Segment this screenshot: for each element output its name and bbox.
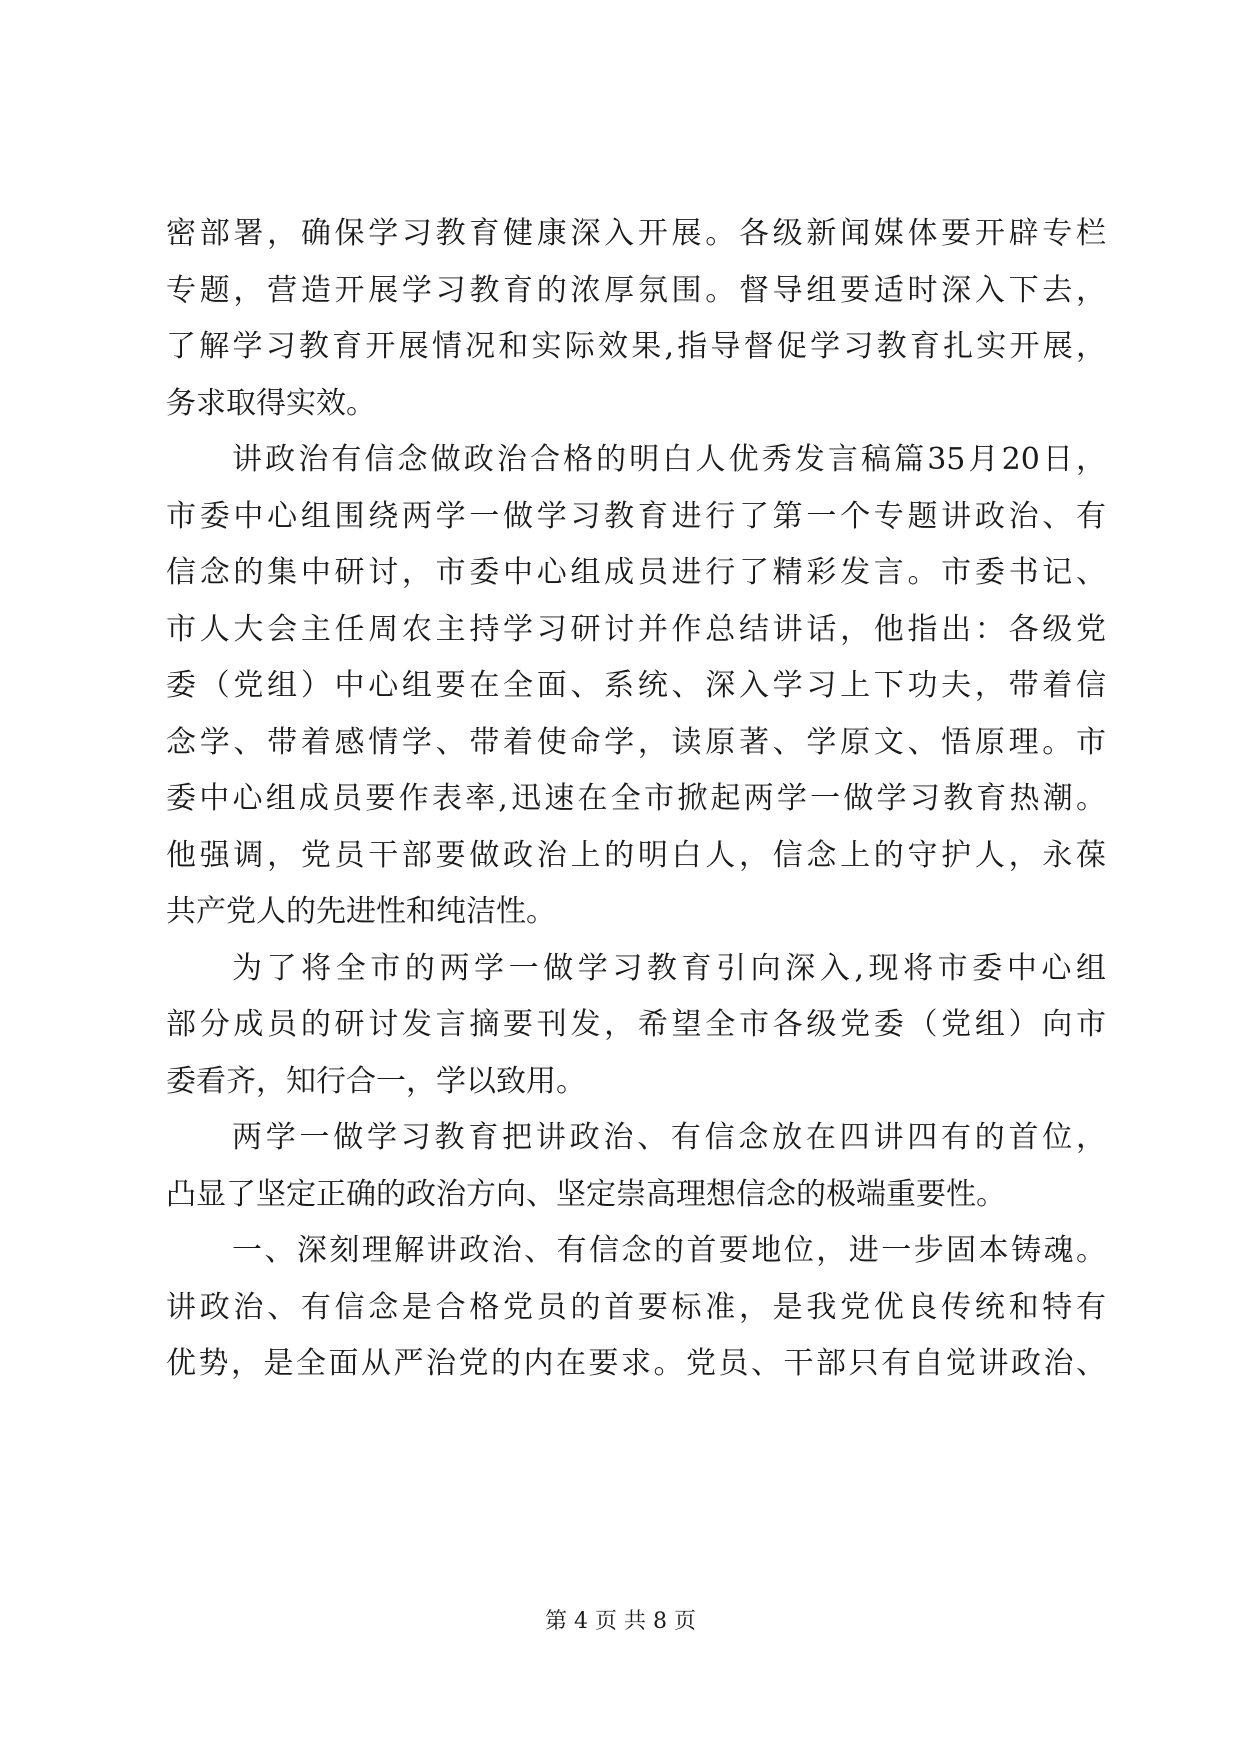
text-line: 密部署，确保学习教育健康深入开展。各级新闻媒体要开辟专栏 [166, 216, 1106, 251]
text-line: 凸显了坚定正确的政治方向、坚定崇高理想信念的极端重要性。 [166, 1176, 1006, 1212]
text-line: 委看齐，知行合一，学以致用。 [166, 1063, 586, 1099]
text-line: 一、深刻理解讲政治、有信念的首要地位，进一步固本铸魂。 [232, 1233, 1106, 1268]
document-body [166, 206, 1106, 1393]
text-line: 市委中心组围绕两学一做学习教育进行了第一个专题讲政治、有 [166, 498, 1106, 534]
text-line: 委中心组成员要作表率,迅速在全市掀起两学一做学习教育热潮。 [166, 781, 1106, 816]
text-line: 讲政治有信念做政治合格的明白人优秀发言稿篇35月20日， [232, 442, 1106, 477]
text-line: 他强调，党员干部要做政治上的明白人，信念上的守护人，永葆 [166, 837, 1106, 873]
text-line: 市人大会主任周农主持学习研讨并作总结讲话，他指出：各级党 [166, 611, 1106, 647]
text-line: 部分成员的研讨发言摘要刊发，希望全市各级党委（党组）向市 [166, 1007, 1106, 1042]
text-line: 优势，是全面从严治党的内在要求。党员、干部只有自觉讲政治、 [166, 1346, 1106, 1381]
text-line: 念学、带着感情学、带着使命学，读原著、学原文、悟原理。市 [166, 724, 1106, 760]
text-line: 共产党人的先进性和纯洁性。 [166, 894, 556, 929]
text-line: 委（党组）中心组要在全面、系统、深入学习上下功夫，带着信 [166, 668, 1106, 703]
text-line: 专题，营造开展学习教育的浓厚氛围。督导组要适时深入下去， [166, 272, 1106, 308]
text-line: 讲政治、有信念是合格党员的首要标准，是我党优良传统和特有 [166, 1289, 1106, 1325]
page-footer: 第 4 页 共 8 页 [545, 1609, 696, 1634]
text-line: 了解学习教育开展情况和实际效果,指导督促学习教育扎实开展， [166, 329, 1106, 364]
text-line: 两学一做学习教育把讲政治、有信念放在四讲四有的首位， [232, 1120, 1106, 1155]
text-line: 为了将全市的两学一做学习教育引向深入,现将市委中心组 [232, 950, 1106, 986]
text-line: 信念的集中研讨，市委中心组成员进行了精彩发言。市委书记、 [166, 555, 1106, 590]
text-line: 务求取得实效。 [166, 385, 376, 421]
